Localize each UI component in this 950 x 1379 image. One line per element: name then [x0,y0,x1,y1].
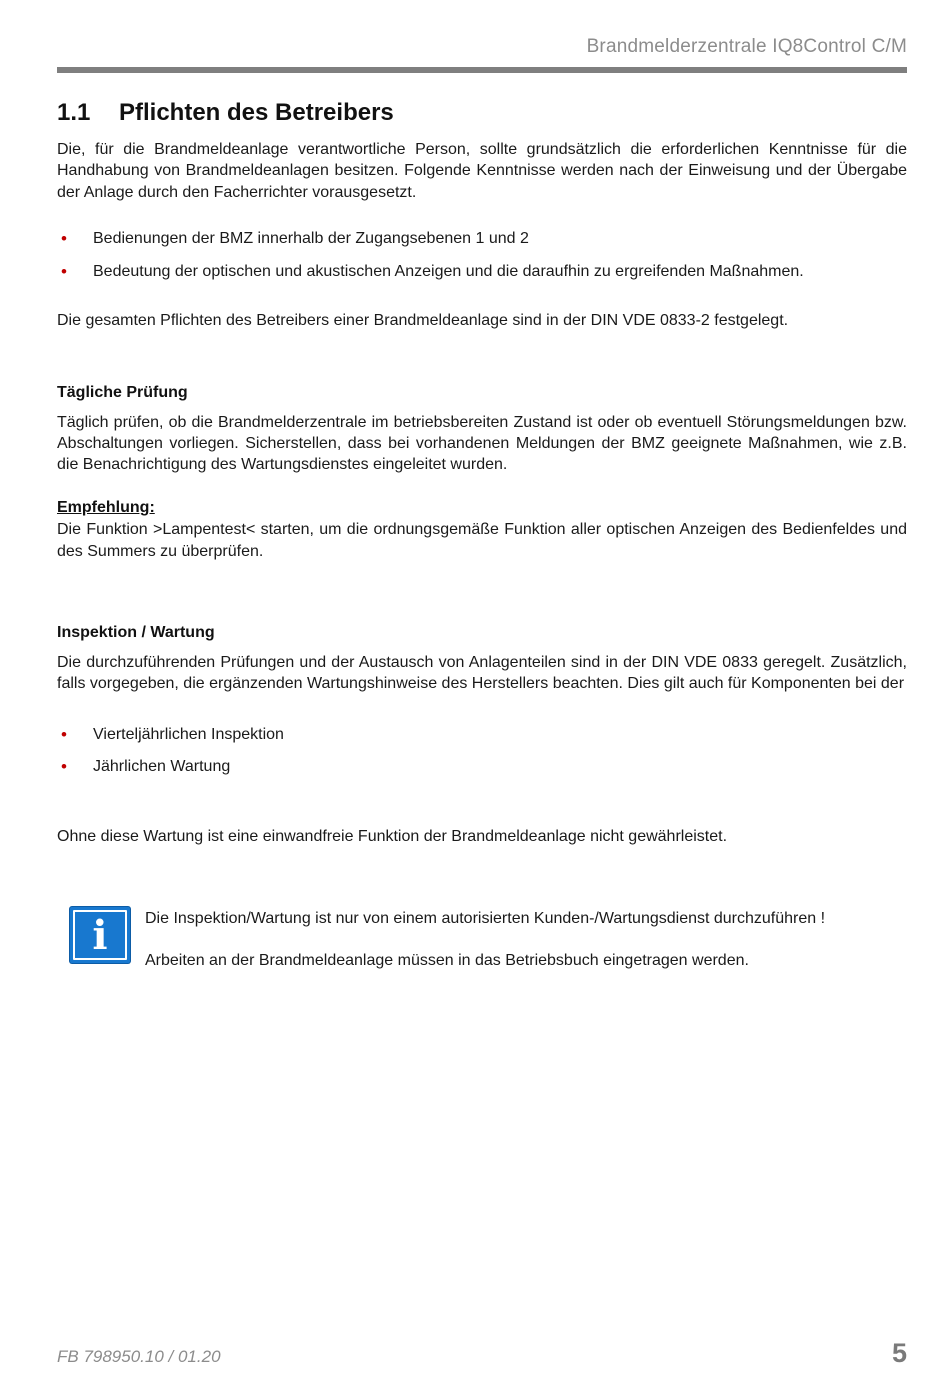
recommendation-label: Empfehlung: [57,499,155,517]
daily-check-paragraph: Täglich prüfen, ob die Brandmelderzentrale im betriebsbereiten Zustand ist oder ob eventuell Störungsmeldungen bzw. Abschaltungen vorliegen. Sicherstellen, dass bei vorhandenen Meldungen der BMZ geeignete Maßnahmen, wie z.B. die Benachrichtigung des Wartungsdienstes eingeleitet wurden. [57,413,907,474]
inspection-heading: Inspektion / Wartung [57,623,215,641]
header-rule [57,67,907,73]
page-header-title: Brandmelderzentrale IQ8Control C/M [586,36,907,57]
intro-paragraph: Die, für die Brandmeldeanlage verantwortliche Person, sollte grundsätzlich die erforderlichen Kenntnisse für die Handhabung von Brandmeldeanlagen besitzen. Folgende Kenntnisse werden nach der Einweisung und der Übergabe der Anlage durch den Facherrichter vorausgesetzt. [57,141,907,201]
info-note-line2: Arbeiten an der Brandmeldeanlage müssen in das Betriebsbuch eingetragen werden. [145,952,749,970]
info-note-line1: Die Inspektion/Wartung ist nur von einem autorisierten Kunden-/Wartungsdienst durchzuführen ! [145,910,826,928]
recommendation-paragraph: Die Funktion >Lampentest< starten, um die ordnungsgemäße Funktion aller optischen Anzeigen des Bedienfeldes und des Summers zu überprüfen. [57,521,907,560]
footer-doc-ref: FB 798950.10 / 01.20 [57,1347,221,1366]
list-item: • Bedeutung der optischen und akustischen Anzeigen und die daraufhin zu ergreifenden Maßnahmen. [57,262,907,283]
footer-page-number: 5 [891,1338,907,1368]
section-heading [57,99,907,127]
list-item: • Bedienungen der BMZ innerhalb der Zugangsebenen 1 und 2 [57,229,907,250]
din-note-paragraph: Die gesamten Pflichten des Betreibers einer Brandmeldeanlage sind in der DIN VDE 0833-2 festgelegt. [57,312,789,330]
info-note-text [145,907,825,972]
info-icon-glyph: i [92,912,108,960]
section-number: 1.1 [57,99,91,126]
maintenance-bullet-list [57,725,907,779]
warning-paragraph: Ohne diese Wartung ist eine einwandfreie Funktion der Brandmeldeanlage nicht gewährleistet. [57,828,728,846]
daily-check-heading: Tägliche Prüfung [57,383,188,401]
section-title: Pflichten des Betreibers [119,99,394,126]
info-icon [70,907,130,963]
page-footer [57,1340,907,1367]
knowledge-bullet-list [57,229,907,283]
inspection-paragraph: Die durchzuführenden Prüfungen und der Austausch von Anlagenteilen sind in der DIN VDE 0833 geregelt. Zusätzlich, falls vorgegeben, die ergänzenden Wartungshinweise des Herstellers beachten. Dies gilt auch für Komponenten bei der [57,653,907,693]
list-item: • Vierteljährlichen Inspektion [57,725,907,746]
info-note [70,907,907,972]
list-item: • Jährlichen Wartung [57,757,907,778]
